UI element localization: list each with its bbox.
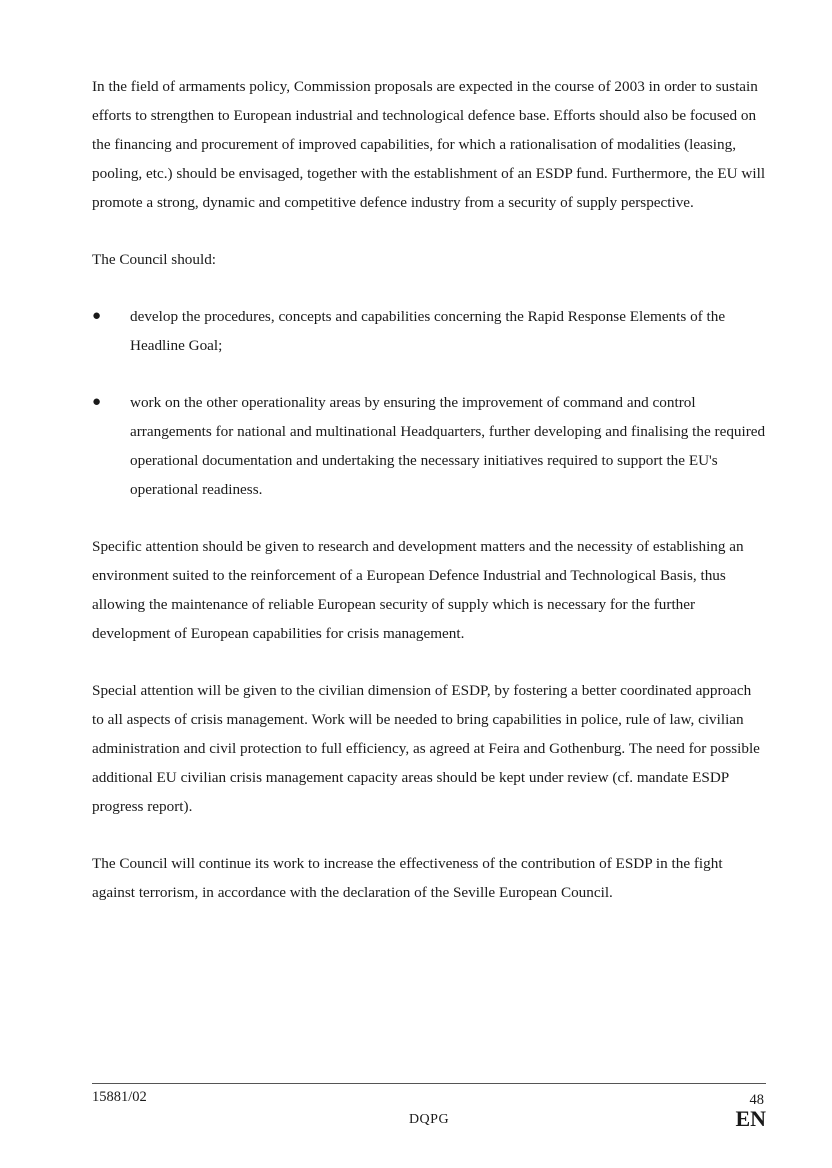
bullet-dot-icon: ● [92,394,102,410]
language-code: EN [735,1106,766,1131]
bullet-dot-icon: ● [92,308,102,324]
page-footer [92,1083,766,1144]
paragraph-terrorism: The Council will continue its work to increase the effectiveness of the contribution of ESDP in the fight against terrorism, in accordance with the declaration of the Seville European Council. [92,855,723,901]
page-number: 48 [749,1092,764,1108]
footer-row [92,1084,766,1144]
council-actions-list [92,302,766,504]
document-reference: 15881/02 [92,1089,147,1105]
paragraph-council-should: The Council should: [92,251,217,268]
department-code: DQPG [408,1112,450,1127]
paragraph-armaments-policy: In the field of armaments policy, Commission proposals are expected in the course of 2003 in order to sustain efforts to strengthen to European industrial and technological defence base. Efforts should also be focused on the financing and procurement of improved capabilities, for which a rationalisation of modalities (leasing, pooling, etc.) should be envisaged, together with the establishment of an ESDP fund. Furthermore, the EU will promote a strong, dynamic and competitive defence industry from a security of supply perspective. [92,78,766,211]
paragraph-civilian-dimension: Special attention will be given to the civilian dimension of ESDP, by fostering a better coordinated approach to all aspects of crisis management. Work will be needed to bring capabilities in police, rule of law, civilian administration and civil protection to full efficiency, as agreed at Feira and Gothenburg. The need for possible additional EU civilian crisis management capacity areas should be kept under review (cf. mandate ESDP progress report). [92,682,760,815]
list-item [92,388,766,504]
list-item [92,302,766,360]
paragraph-research-development: Specific attention should be given to research and development matters and the necessity of establishing an environment suited to the reinforcement of a European Defence Industrial and Technological Basis, thus allowing the maintenance of reliable European security of supply which is necessary for the further development of European capabilities for crisis management. [92,538,744,642]
document-body [92,72,766,935]
list-item-text: work on the other operationality areas by ensuring the improvement of command and control arrangements for national and multinational Headquarters, further developing and finalising the required operational documentation and undertaking the necessary initiatives required to support the EU's operational readiness. [130,394,766,498]
list-item-text: develop the procedures, concepts and capabilities concerning the Rapid Response Elements of the Headline Goal; [130,308,726,354]
